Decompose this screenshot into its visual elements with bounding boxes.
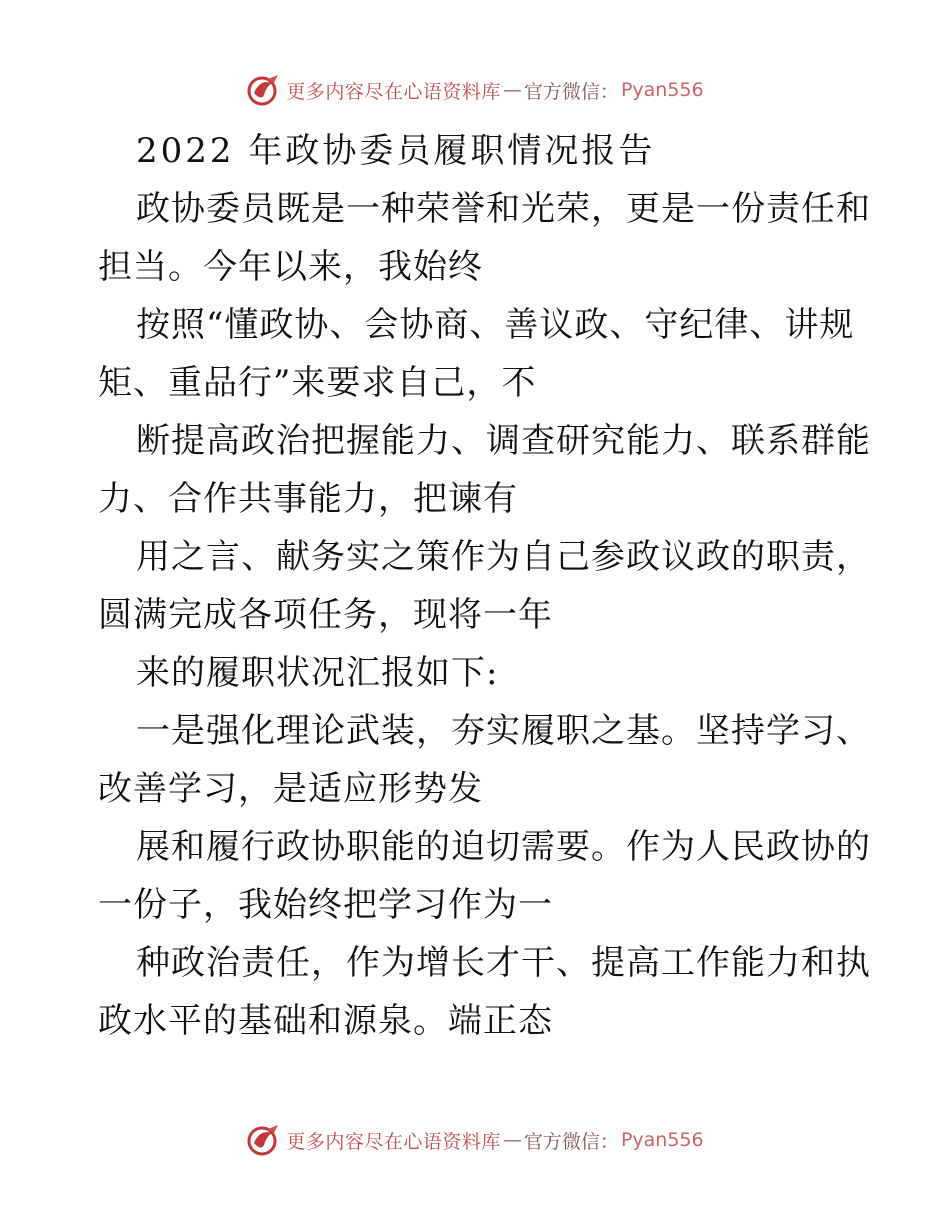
watermark-dash: — — [502, 1129, 522, 1151]
red-swirl-logo-icon — [246, 1123, 282, 1157]
paragraph-line: 圆满完成各项任务，现将一年 — [98, 595, 553, 635]
red-swirl-logo-icon — [246, 73, 282, 107]
watermark-wechat-label: 官方微信： — [523, 1130, 619, 1153]
paragraph-line: 矩、重品行”来要求自己，不 — [98, 363, 537, 403]
paragraph-line: 按照“懂政协、会协商、善议政、守纪律、讲规 — [136, 305, 855, 345]
paragraph-line: 担当。今年以来，我始终 — [98, 247, 483, 287]
paragraph-line: 断提高政治把握能力、调查研究能力、联系群能 — [136, 421, 871, 461]
watermark-site-text: 更多内容尽在心语资料库 — [286, 80, 501, 103]
watermark-wechat-label: 官方微信： — [523, 80, 619, 103]
document-body — [98, 122, 871, 1050]
document-title: 2022 年政协委员履职情况报告 — [136, 131, 656, 171]
paragraph-line: 力、合作共事能力，把谏有 — [98, 479, 518, 519]
paragraph-line: 用之言、献务实之策作为自己参政议政的职责， — [136, 537, 871, 577]
paragraph-line: 来的履职状况汇报如下: — [136, 653, 499, 693]
watermark-header — [0, 70, 950, 110]
watermark-footer — [0, 1120, 950, 1160]
paragraph-line: 种政治责任，作为增长才干、提高工作能力和执 — [136, 943, 871, 983]
paragraph-line: 政协委员既是一种荣誉和光荣，更是一份责任和 — [136, 189, 871, 229]
paragraph-line: 展和履行政协职能的迫切需要。作为人民政协的 — [136, 827, 871, 867]
paragraph-line: 一份子，我始终把学习作为一 — [98, 885, 553, 925]
paragraph-line: 政水平的基础和源泉。端正态 — [98, 1001, 553, 1041]
watermark-wechat-id: Pyan556 — [620, 79, 704, 101]
paragraph-line: 改善学习，是适应形势发 — [98, 769, 483, 809]
paragraph-line: 一是强化理论武装，夯实履职之基。坚持学习、 — [136, 711, 871, 751]
watermark-site-text: 更多内容尽在心语资料库 — [286, 1130, 501, 1153]
watermark-dash: — — [502, 79, 522, 101]
watermark-wechat-id: Pyan556 — [620, 1129, 704, 1151]
